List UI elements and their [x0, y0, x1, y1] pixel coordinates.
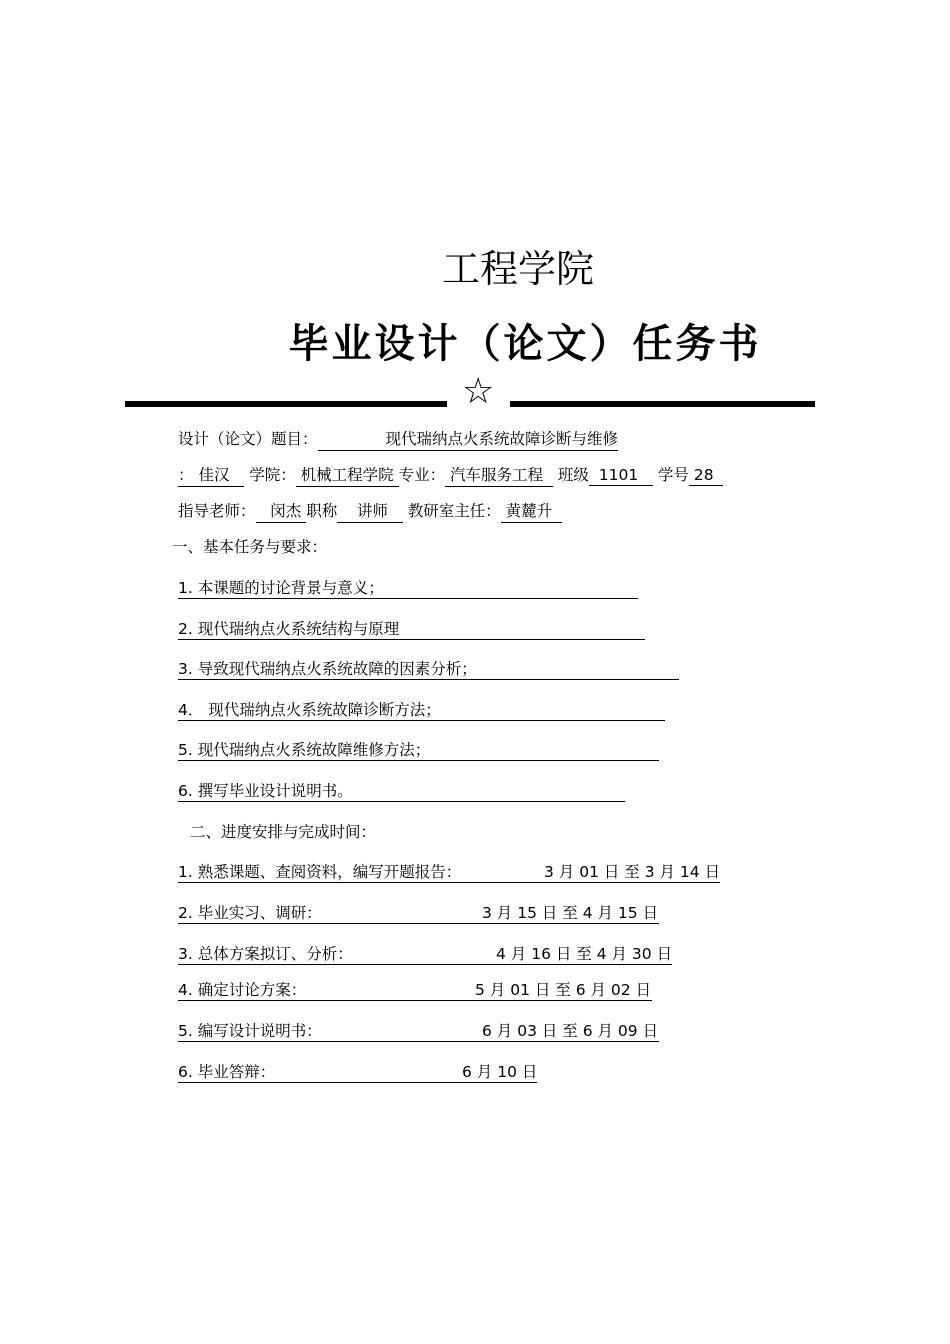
advisor-label: 指导老师：	[178, 502, 256, 520]
schedule-label: 1. 熟悉课题、查阅资料，编写开题报告：	[178, 863, 462, 881]
rank-value: 讲师	[337, 499, 403, 523]
major-label: 专业：	[398, 466, 446, 484]
schedule-item	[178, 978, 652, 1001]
star-icon: ☆	[462, 371, 495, 412]
class-label: 班级	[557, 466, 589, 484]
topic-label: 设计（论文）题目：	[178, 430, 318, 448]
schedule-item	[178, 901, 659, 924]
college-value: 机械工程学院	[296, 463, 399, 487]
task-item: 6. 撰写毕业设计说明书。	[178, 779, 625, 802]
document-title: 毕业设计（论文）任务书	[288, 321, 762, 367]
advisor-line	[178, 499, 562, 523]
task-item: 4． 现代瑞纳点火系统故障诊断方法；	[178, 698, 665, 721]
task-item: 5. 现代瑞纳点火系统故障维修方法；	[178, 738, 659, 761]
schedule-heading: 二、进度安排与完成时间：	[190, 823, 377, 841]
schedule-item	[178, 942, 672, 965]
advisor-value: 闵杰	[256, 499, 307, 523]
tasks-heading: 一、基本任务与要求：	[172, 538, 328, 556]
task-item: 2. 现代瑞纳点火系统结构与原理	[178, 617, 645, 640]
director-label: 教研室主任：	[407, 502, 501, 520]
school-name: 工程学院	[441, 247, 594, 291]
student-name-field: ： 佳汉	[178, 463, 244, 487]
college-label: 学院：	[249, 466, 296, 484]
title-rule-left	[125, 401, 447, 407]
id-label: 学号	[657, 466, 689, 484]
major-value: 汽车服务工程	[445, 463, 553, 487]
topic-value: 现代瑞纳点火系统故障诊断与维修	[318, 427, 619, 451]
schedule-dates: 3 月 01 日 至 3 月 14 日	[544, 863, 721, 881]
schedule-item	[178, 1019, 659, 1042]
title-rule-right	[510, 401, 815, 407]
topic-line	[178, 427, 618, 451]
schedule-item	[178, 860, 720, 883]
schedule-dates: 4 月 16 日 至 4 月 30 日	[496, 945, 673, 963]
schedule-dates: 6 月 10 日	[462, 1063, 538, 1081]
schedule-label: 6. 毕业答辩：	[178, 1063, 276, 1081]
rank-label: 职称	[306, 502, 338, 520]
director-value: 黄麓升	[501, 499, 562, 523]
schedule-dates: 3 月 15 日 至 4 月 15 日	[482, 904, 659, 922]
student-line	[178, 463, 723, 487]
schedule-label: 5. 编写设计说明书：	[178, 1022, 322, 1040]
schedule-label: 3. 总体方案拟订、分析：	[178, 945, 353, 963]
task-item: 1. 本课题的讨论背景与意义；	[178, 576, 638, 599]
schedule-label: 2. 毕业实习、调研：	[178, 904, 322, 922]
schedule-item	[178, 1060, 537, 1083]
schedule-dates: 6 月 03 日 至 6 月 09 日	[482, 1022, 659, 1040]
id-value: 28	[689, 466, 724, 486]
schedule-dates: 5 月 01 日 至 6 月 02 日	[475, 981, 652, 999]
class-value: 1101	[589, 466, 653, 486]
student-name: 佳汉	[198, 466, 230, 484]
task-item: 3. 导致现代瑞纳点火系统故障的因素分析；	[178, 657, 679, 680]
schedule-label: 4. 确定讨论方案：	[178, 981, 307, 999]
